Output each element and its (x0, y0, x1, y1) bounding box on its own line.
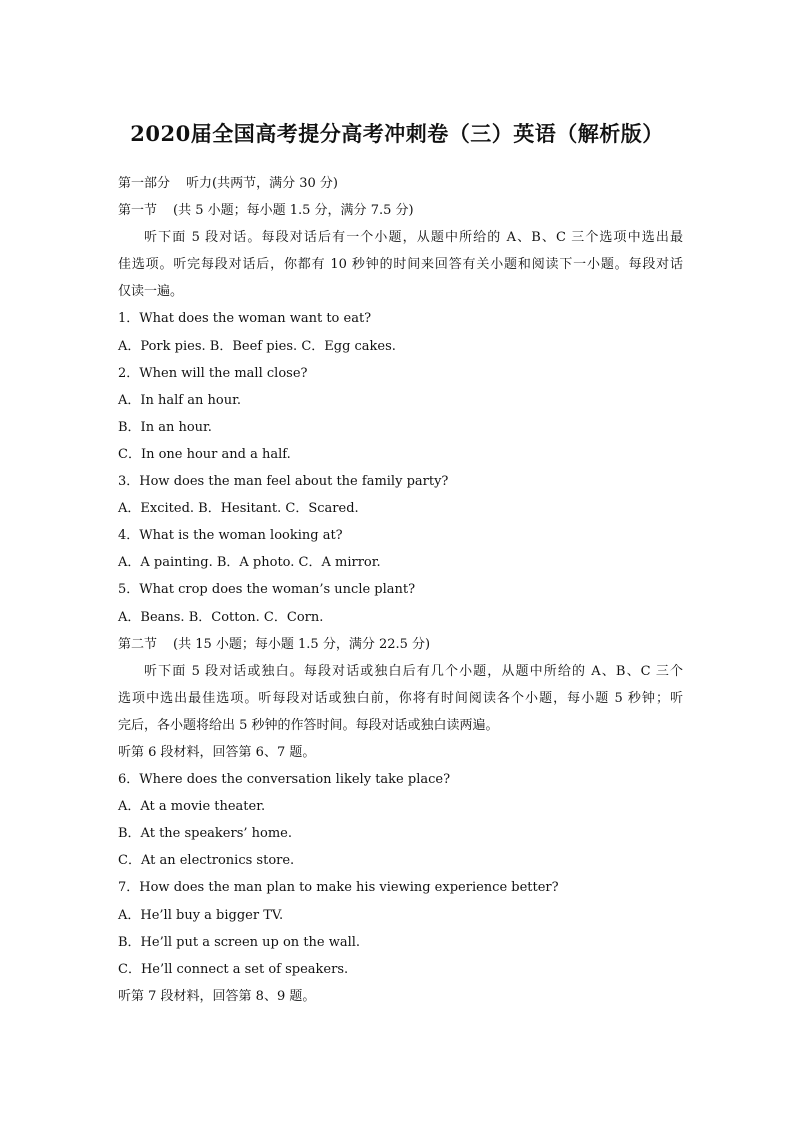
question-7-option-b: B．He’ll put a screen up on the wall. (118, 934, 361, 950)
material-7-note: 听第 7 段材料，回答第 8、9 题。 (118, 988, 316, 1004)
section2-instructions-line: 选项中选出最佳选项。听每段对话或独白前，你将有时间阅读各个小题，每小题 5 秒钟；听 (118, 690, 683, 706)
section1-label: 第一节 (118, 203, 158, 219)
section1-instructions-line: 听下面 5 段对话。每段对话后有一个小题，从题中所给的 A、B、C 三个选项中选出最 (144, 230, 683, 246)
question-4: 4．What is the woman looking at? (118, 528, 343, 544)
question-6-option-b: B．At the speakers’ home. (118, 826, 293, 842)
question-2-option-b: B．In an hour. (118, 419, 212, 435)
document-title: 2020届全国高考提分高考冲刺卷（三）英语（解析版） (130, 121, 664, 146)
question-6-option-c: C．At an electronics store. (118, 853, 295, 869)
question-7-option-a: A．He’ll buy a bigger TV. (118, 907, 284, 923)
question-3-options: A．Excited. B．Hesitant. C．Scared. (118, 501, 359, 517)
question-1-options: A．Pork pies. B．Beef pies. C．Egg cakes. (118, 338, 396, 354)
question-6: 6．Where does the conversation likely take place? (118, 772, 451, 788)
section2-label: 第二节 (118, 636, 158, 652)
part1-desc: 听力(共两节，满分 30 分) (186, 176, 338, 191)
question-2-option-c: C．In one hour and a half. (118, 446, 291, 462)
question-4-options: A．A painting. B．A photo. C．A mirror. (118, 555, 381, 571)
question-7: 7．How does the man plan to make his viewing experience better? (118, 880, 559, 896)
part1-label: 第一部分 (118, 176, 171, 191)
section1-instructions-line: 佳选项。听完每段对话后，你都有 10 秒钟的时间来回答有关小题和阅读下一小题。每段对话 (118, 257, 683, 273)
section2-instructions-line: 完后，各小题将给出 5 秒钟的作答时间。每段对话或独白读两遍。 (118, 717, 499, 733)
section2-desc: (共 15 小题；每小题 1.5 分，满分 22.5 分) (173, 636, 431, 652)
question-7-option-c: C．He’ll connect a set of speakers. (118, 961, 349, 977)
question-3: 3．How does the man feel about the family party? (118, 474, 449, 490)
section1-heading (118, 197, 683, 224)
question-2-option-a: A．In half an hour. (118, 392, 241, 408)
section2-instructions-line: 听下面 5 段对话或独白。每段对话或独白后有几个小题，从题中所给的 A、B、C 三个 (144, 663, 683, 679)
question-6-option-a: A．At a movie theater. (118, 799, 266, 815)
question-5: 5．What crop does the woman’s uncle plant? (118, 582, 416, 598)
document-body (118, 170, 683, 1010)
section1-instructions-line: 仅读一遍。 (118, 284, 184, 300)
material-6-note: 听第 6 段材料，回答第 6、7 题。 (118, 744, 316, 760)
section2-heading (118, 631, 683, 658)
question-1: 1．What does the woman want to eat? (118, 311, 372, 327)
question-2: 2．When will the mall close? (118, 365, 308, 381)
question-5-options: A．Beans. B．Cotton. C．Corn. (118, 609, 324, 625)
section1-desc: (共 5 小题；每小题 1.5 分，满分 7.5 分) (173, 203, 414, 219)
part1-heading (118, 170, 683, 197)
